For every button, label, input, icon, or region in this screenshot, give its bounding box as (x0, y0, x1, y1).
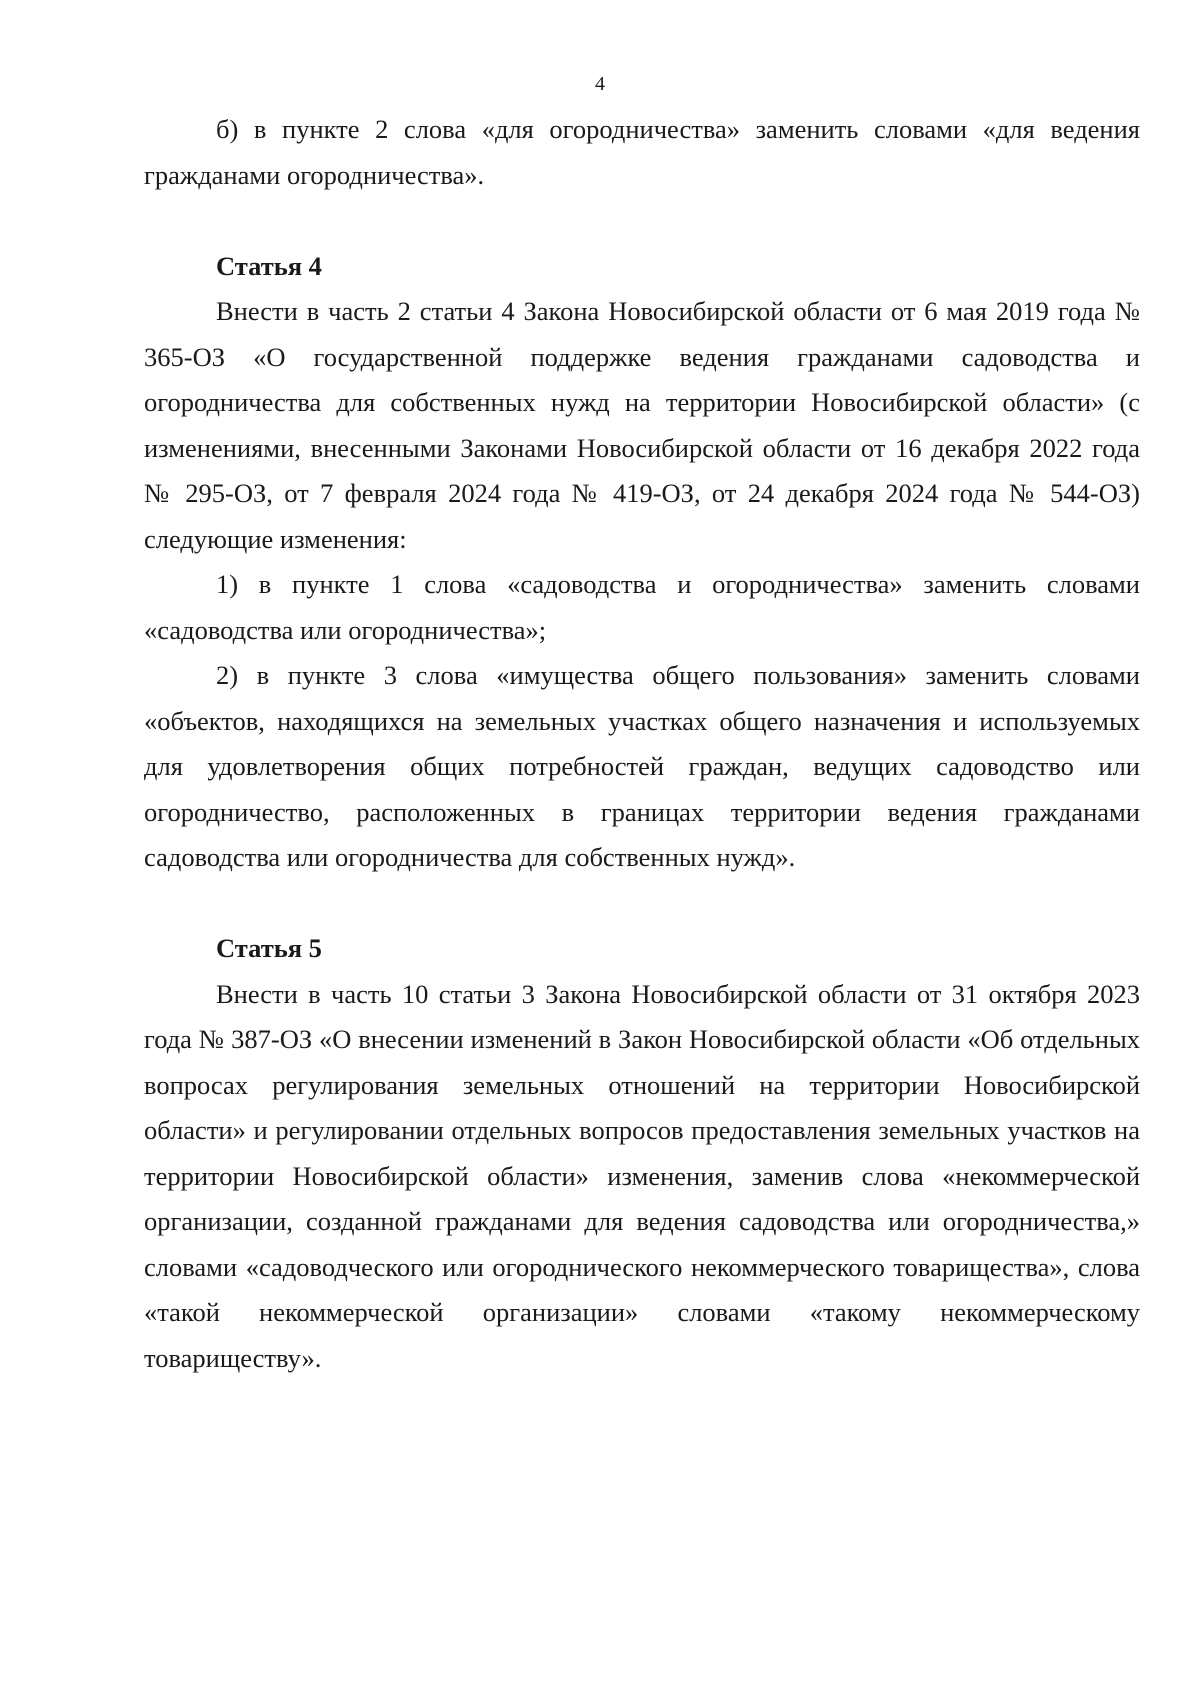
article-4-main-paragraph: Внести в часть 2 статьи 4 Закона Новосибирской области от 6 мая 2019 года № 365-ОЗ «О государственной поддержке ведения гражданами садоводства и огородничества для собственных нужд на территории Новосибирской области» (с изменениями, внесенными Законами Новосибирской области от 16 декабря 2022 года № 295-ОЗ, от 7 февраля 2024 года № 419-ОЗ, от 24 декабря 2024 года № 544-ОЗ) следующие изменения: (144, 296, 1140, 554)
document-body (144, 107, 1140, 1381)
section-gap (144, 198, 1140, 244)
article-4-item-2: 2) в пункте 3 слова «имущества общего пользования» заменить словами «объектов, находящихся на земельных участках общего назначения и используемых для удовлетворения общих потребностей граждан, ведущих садоводство или огородничество, расположенных в границах территории ведения гражданами садоводства или огородничества для собственных нужд». (144, 660, 1140, 872)
article-5-heading: Статья 5 (216, 933, 322, 963)
article-4-item-1: 1) в пункте 1 слова «садоводства и огородничества» заменить словами «садоводства или огородничества»; (144, 569, 1140, 645)
article-5-main-paragraph: Внести в часть 10 статьи 3 Закона Новосибирской области от 31 октября 2023 года № 387-ОЗ «О внесении изменений в Закон Новосибирской области «Об отдельных вопросах регулирования земельных отношений на территории Новосибирской области» и регулировании отдельных вопросов предоставления земельных участков на территории Новосибирской области» изменения, заменив слова «некоммерческой организации, созданной гражданами для ведения садоводства или огородничества,» словами «садоводческого или огороднического некоммерческого товарищества», слова «такой некоммерческой организации» словами «такому некоммерческому товариществу». (144, 978, 1140, 1373)
article-4-heading: Статья 4 (216, 250, 322, 281)
section-gap (144, 881, 1140, 927)
page-number: 4 (595, 73, 605, 95)
amendment-paragraph-b: б) в пункте 2 слова «для огородничества» заменить словами «для ведения гражданами огородничества». (144, 114, 1140, 190)
